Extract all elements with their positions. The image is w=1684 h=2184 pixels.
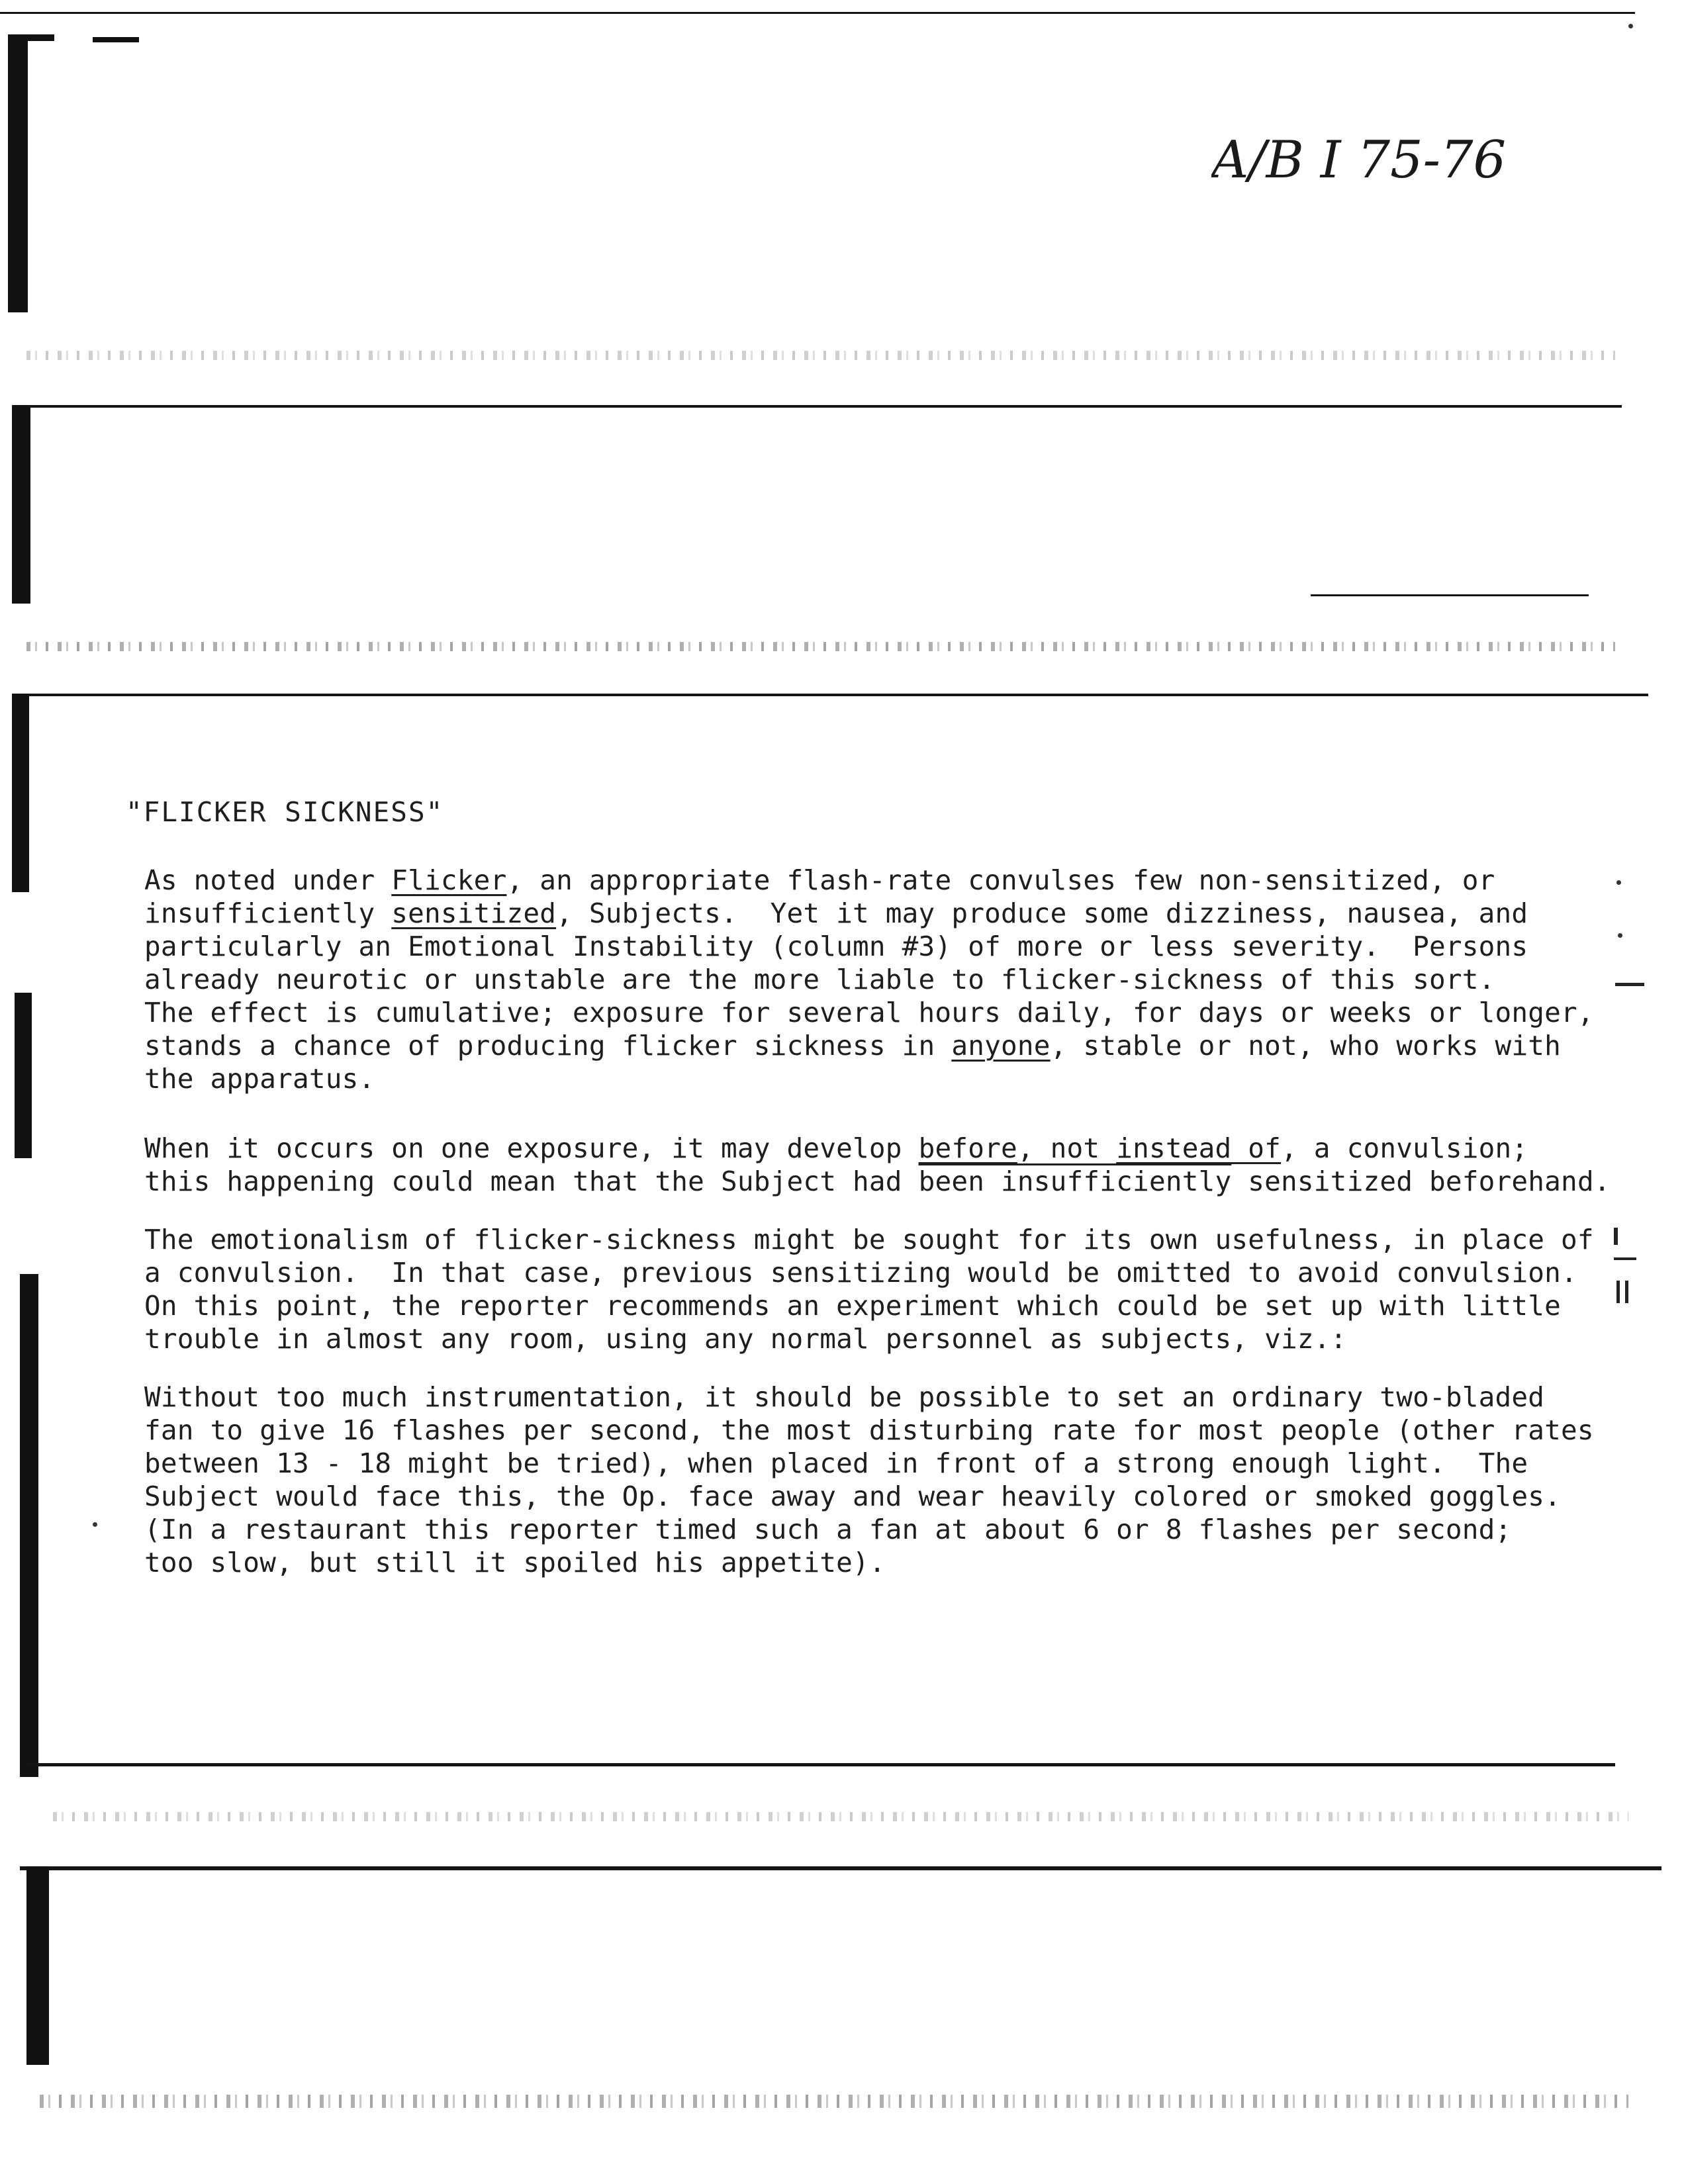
- text-segment: already neurotic or unstable are the more liable to flicker-sickness of this sort.: [144, 964, 1495, 995]
- text-line: [144, 1029, 1587, 1062]
- paragraph-1: [144, 864, 1594, 1095]
- left-bracket: [15, 993, 32, 1158]
- underlined-text: anyone: [951, 1030, 1051, 1062]
- margin-mark: [1625, 1281, 1628, 1303]
- left-bracket: [12, 405, 30, 604]
- paragraph-2: [144, 1132, 1611, 1198]
- text-line: [144, 1480, 1587, 1513]
- scan-noise: [40, 2095, 1628, 2108]
- margin-dot: [1628, 24, 1633, 28]
- section-heading: "FLICKER SICKNESS": [126, 796, 444, 828]
- text-line: [144, 1062, 1587, 1095]
- text-line: [144, 897, 1587, 930]
- text-line: [144, 864, 1587, 897]
- margin-mark: [1615, 983, 1644, 986]
- scan-noise: [26, 351, 1615, 360]
- text-segment: , a convulsion;: [1281, 1132, 1528, 1164]
- text-segment: sensitized beforehand.: [1231, 1165, 1611, 1197]
- text-segment: When it occurs on one exposure, it may develop: [144, 1132, 919, 1164]
- text-line: [144, 1223, 1594, 1256]
- text-line: [144, 1256, 1587, 1289]
- margin-dot: [93, 1522, 97, 1527]
- text-line: [144, 1322, 1587, 1355]
- section-rule: [1311, 594, 1589, 596]
- section-rule: [20, 694, 1648, 696]
- text-line: [144, 930, 1587, 963]
- text-line: [144, 1289, 1587, 1322]
- text-segment: Subject would face this, the Op. face away and wear heavily colored or smoked goggles.: [144, 1480, 1562, 1512]
- margin-mark: [1616, 1281, 1620, 1303]
- text-line: [144, 1414, 1594, 1447]
- handwriting-svg: [1211, 126, 1529, 199]
- text-segment: this happening could mean that the Subject had: [144, 1165, 919, 1197]
- scan-noise: [53, 1812, 1628, 1821]
- section-rule: [20, 405, 1622, 408]
- text-line: [144, 1381, 1587, 1414]
- text-segment: The effect is cumulative; exposure for several hours daily, for days or weeks or longer,: [144, 997, 1594, 1028]
- left-bracket: [12, 694, 29, 892]
- text-segment: , stable or not, who works with: [1050, 1030, 1562, 1062]
- text-segment: a convulsion. In that case, previous sensitizing would be omitted to avoid convulsion.: [144, 1257, 1577, 1289]
- text-line: [144, 1513, 1587, 1546]
- underlined-text: sensitized: [391, 897, 557, 929]
- left-bracket: [20, 1274, 38, 1777]
- text-segment: Without too much instrumentation, it should be possible to set an ordinary two-bladed: [144, 1381, 1545, 1413]
- text-line: [144, 1165, 1611, 1198]
- text-segment: between 13 - 18 might be tried), when placed in front of a strong enough light. The: [144, 1447, 1528, 1479]
- margin-mark: [1614, 1228, 1618, 1245]
- text-line: [144, 1546, 1587, 1579]
- overlined-text: been insufficiently: [918, 1165, 1232, 1197]
- text-segment: , an appropriate flash-rate convulses few non-sensitized, or: [506, 864, 1495, 896]
- section-rule: [26, 1763, 1615, 1766]
- text-segment: On this point, the reporter recommends an experiment which could be set up with little: [144, 1290, 1562, 1322]
- text-segment: The emotionalism of flicker-sickness might be sought for its own usefulness, in place of: [144, 1224, 1594, 1255]
- text-segment: stands a chance of producing flicker sickness in: [144, 1030, 952, 1062]
- scan-noise: [26, 642, 1615, 651]
- bracket-tick: [93, 37, 139, 42]
- section-rule: [20, 1866, 1661, 1870]
- margin-dot: [1618, 933, 1622, 938]
- text-line: [144, 996, 1594, 1029]
- paragraph-4: [144, 1381, 1594, 1579]
- left-bracket: [8, 34, 28, 312]
- underlined-text: Flicker: [391, 864, 507, 896]
- text-segment: trouble in almost any room, using any normal personnel as subjects, viz.:: [144, 1323, 1347, 1355]
- text-line: [144, 1132, 1587, 1165]
- margin-dot: [1616, 880, 1621, 885]
- paragraph-3: [144, 1223, 1594, 1355]
- text-line: [144, 963, 1587, 996]
- left-bracket: [26, 1866, 49, 2065]
- text-segment: fan to give 16 flashes per second, the most disturbing rate for most people (other rates: [144, 1414, 1594, 1446]
- text-segment: , not: [1017, 1132, 1117, 1164]
- top-rule: [0, 12, 1635, 14]
- text-segment: , Subjects. Yet it may produce some dizziness, nausea, and: [556, 897, 1528, 929]
- text-segment: the apparatus.: [144, 1063, 375, 1095]
- underlined-text: before: [918, 1132, 1017, 1164]
- annotation-text: A/B I 75-76: [1211, 130, 1507, 190]
- handwritten-annotation: [1211, 126, 1529, 199]
- underlined-text: instead of: [1116, 1132, 1282, 1164]
- text-segment: As noted under: [144, 864, 392, 896]
- text-segment: too slow, but still it spoiled his appetite).: [144, 1547, 886, 1578]
- text-segment: particularly an Emotional Instability (column #3) of more or less severity. Persons: [144, 931, 1528, 962]
- text-segment: (In a restaurant this reporter timed such a fan at about 6 or 8 flashes per second;: [144, 1514, 1512, 1545]
- bracket-tick: [8, 34, 54, 41]
- text-segment: insufficiently: [144, 897, 392, 929]
- text-line: [144, 1447, 1587, 1480]
- margin-mark: [1614, 1257, 1636, 1260]
